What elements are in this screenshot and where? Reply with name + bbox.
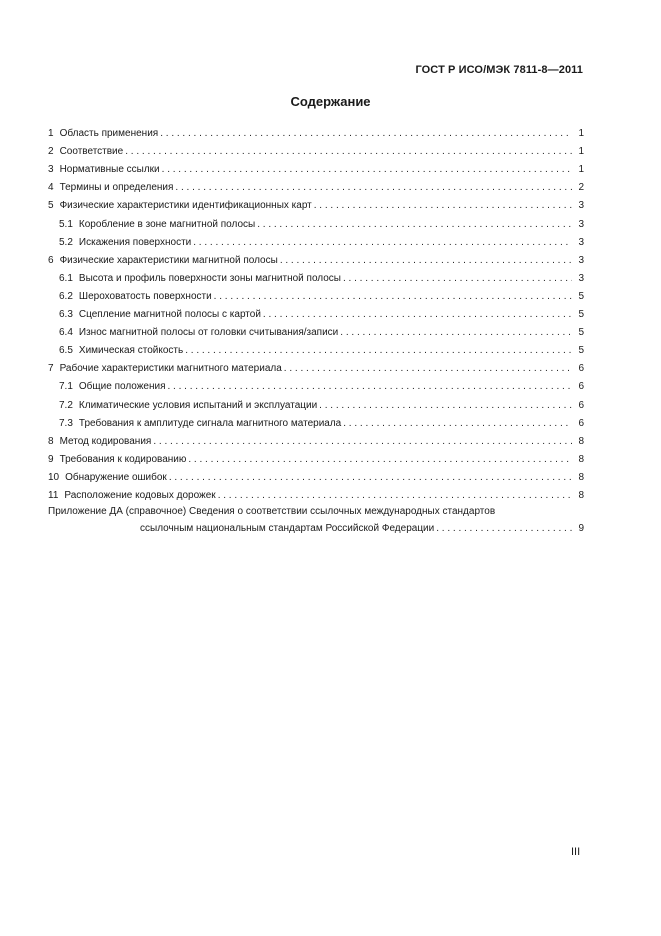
toc-entry-title: Нормативные ссылки (59, 164, 160, 176)
toc-entry[interactable] (48, 122, 584, 140)
toc-entry-number: 7 (48, 363, 54, 375)
toc-entry[interactable] (48, 285, 584, 303)
toc-entry[interactable] (48, 357, 584, 375)
page-number-footer: III (571, 846, 581, 858)
toc-entry-number: 6.2 (59, 290, 73, 302)
toc-entry-title: Износ магнитной полосы от головки считывания/записи (78, 327, 339, 339)
toc-entry-title: Шероховатость поверхности (78, 290, 212, 302)
toc-entry[interactable] (48, 158, 584, 176)
toc-annex-line2 (48, 521, 584, 535)
toc-entry-title: Рабочие характеристики магнитного материала (59, 363, 282, 375)
toc-entry-page: 3 (578, 236, 584, 248)
toc-leader-dots (436, 523, 572, 535)
toc-entry-page: 8 (578, 471, 584, 483)
toc-entry-title: Коробление в зоне магнитной полосы (78, 218, 256, 230)
toc-entry-number: 5 (48, 200, 54, 212)
toc-leader-dots (314, 200, 572, 212)
toc-entry-number: 7.2 (59, 399, 73, 411)
toc-entry-title: Метод кодирования (59, 435, 152, 447)
toc-entry[interactable] (48, 194, 584, 212)
toc-leader-dots (169, 472, 572, 484)
toc-entry-title: Сцепление магнитной полосы с картой (78, 309, 261, 321)
toc-leader-dots (343, 418, 572, 430)
toc-entry[interactable] (48, 212, 584, 230)
toc-entry-number: 6 (48, 254, 54, 266)
toc-entry[interactable] (48, 466, 584, 484)
toc-annex[interactable] (48, 505, 584, 535)
toc-entry-number: 5.1 (59, 218, 73, 230)
toc-annex-line2-text: ссылочным национальным стандартам Российской Федерации (140, 522, 435, 534)
toc-entry-number: 7.1 (59, 381, 73, 393)
toc-leader-dots (343, 273, 572, 285)
toc-entry-number: 6.3 (59, 309, 73, 321)
toc-leader-dots (188, 454, 572, 466)
toc-entry-number: 9 (48, 453, 54, 465)
toc-entry[interactable] (48, 249, 584, 267)
toc-entry-number: 6.1 (59, 272, 73, 284)
toc-leader-dots (280, 255, 572, 267)
toc-entry-number: 11 (48, 489, 59, 501)
toc-entry[interactable] (48, 321, 584, 339)
toc-entry[interactable] (48, 176, 584, 194)
toc-entry-page: 3 (578, 200, 584, 212)
toc-entry[interactable] (48, 303, 584, 321)
toc-entry-page: 6 (578, 399, 584, 411)
toc-entry[interactable] (48, 412, 584, 430)
toc-entry-number: 4 (48, 182, 54, 194)
toc-leader-dots (193, 237, 572, 249)
toc-leader-dots (263, 309, 572, 321)
toc-entry-title: Химическая стойкость (78, 345, 184, 357)
toc-entry-number: 3 (48, 164, 54, 176)
toc-annex-page: 9 (578, 522, 584, 534)
page-title: Содержание (290, 94, 371, 109)
toc-entry-title: Соответствие (59, 146, 124, 158)
toc-entry-number: 7.3 (59, 417, 73, 429)
toc-leader-dots (175, 182, 572, 194)
toc-entry-page: 8 (578, 435, 584, 447)
page-header: ГОСТ Р ИСО/МЭК 7811-8—2011 (415, 64, 583, 76)
toc-entry-title: Требования к кодированию (59, 453, 187, 465)
toc-leader-dots (284, 363, 572, 375)
toc-leader-dots (168, 381, 573, 393)
toc-leader-dots (319, 400, 572, 412)
toc-entry-title: Область применения (59, 128, 159, 140)
toc-entry[interactable] (48, 267, 584, 285)
toc-entry-page: 1 (578, 164, 584, 176)
toc-entry-page: 5 (578, 290, 584, 302)
toc-leader-dots (185, 345, 572, 357)
toc-entry[interactable] (48, 339, 584, 357)
toc-leader-dots (160, 128, 572, 140)
toc-entry-title: Требования к амплитуде сигнала магнитного материала (78, 417, 342, 429)
toc-entry-page: 6 (578, 381, 584, 393)
toc-entry-title: Термины и определения (59, 182, 174, 194)
toc-leader-dots (125, 146, 572, 158)
toc-entry-number: 6.4 (59, 327, 73, 339)
toc-leader-dots (218, 490, 572, 502)
toc-entry-number: 8 (48, 435, 54, 447)
toc-entry-page: 6 (578, 363, 584, 375)
toc-entry-title: Климатические условия испытаний и эксплуатации (78, 399, 318, 411)
toc-entry-page: 5 (578, 345, 584, 357)
toc-entry[interactable] (48, 231, 584, 249)
toc-entry-page: 5 (578, 309, 584, 321)
toc-entry[interactable] (48, 393, 584, 411)
toc-leader-dots (340, 327, 572, 339)
toc-entry[interactable] (48, 448, 584, 466)
toc-entry-title: Физические характеристики идентификационных карт (59, 200, 312, 212)
toc-entry-number: 5.2 (59, 236, 73, 248)
toc-entry-title: Высота и профиль поверхности зоны магнитной полосы (78, 272, 341, 284)
toc-entry-number: 2 (48, 146, 54, 158)
toc-entry-title: Физические характеристики магнитной полосы (59, 254, 278, 266)
toc-entry-page: 2 (578, 182, 584, 194)
toc-entry-title: Общие положения (78, 381, 166, 393)
toc-entry-number: 6.5 (59, 345, 73, 357)
toc-entry[interactable] (48, 484, 584, 502)
toc-entry[interactable] (48, 375, 584, 393)
toc-entry[interactable] (48, 430, 584, 448)
toc-leader-dots (162, 164, 572, 176)
toc-entry-page: 8 (578, 489, 584, 501)
toc-entry-title: Искажения поверхности (78, 236, 192, 248)
toc-annex-line1: Приложение ДА (справочное) Сведения о соответствии ссылочных международных стандартов (48, 505, 496, 517)
toc-entry-title: Расположение кодовых дорожек (64, 489, 216, 501)
toc-entry-number: 10 (48, 471, 60, 483)
toc-entry-page: 6 (578, 417, 584, 429)
toc-entry-page: 8 (578, 453, 584, 465)
toc-entry-page: 1 (578, 128, 584, 140)
toc-entry-page: 3 (578, 272, 584, 284)
toc-entry-page: 1 (578, 146, 584, 158)
toc-entry-page: 3 (578, 254, 584, 266)
toc-entry-number: 1 (48, 128, 54, 140)
toc-entry-page: 3 (578, 218, 584, 230)
toc-leader-dots (153, 436, 572, 448)
toc-leader-dots (257, 219, 572, 231)
toc-entry-title: Обнаружение ошибок (65, 471, 167, 483)
table-of-contents (48, 122, 584, 535)
toc-entry-page: 5 (578, 327, 584, 339)
toc-entry[interactable] (48, 140, 584, 158)
toc-leader-dots (214, 291, 572, 303)
